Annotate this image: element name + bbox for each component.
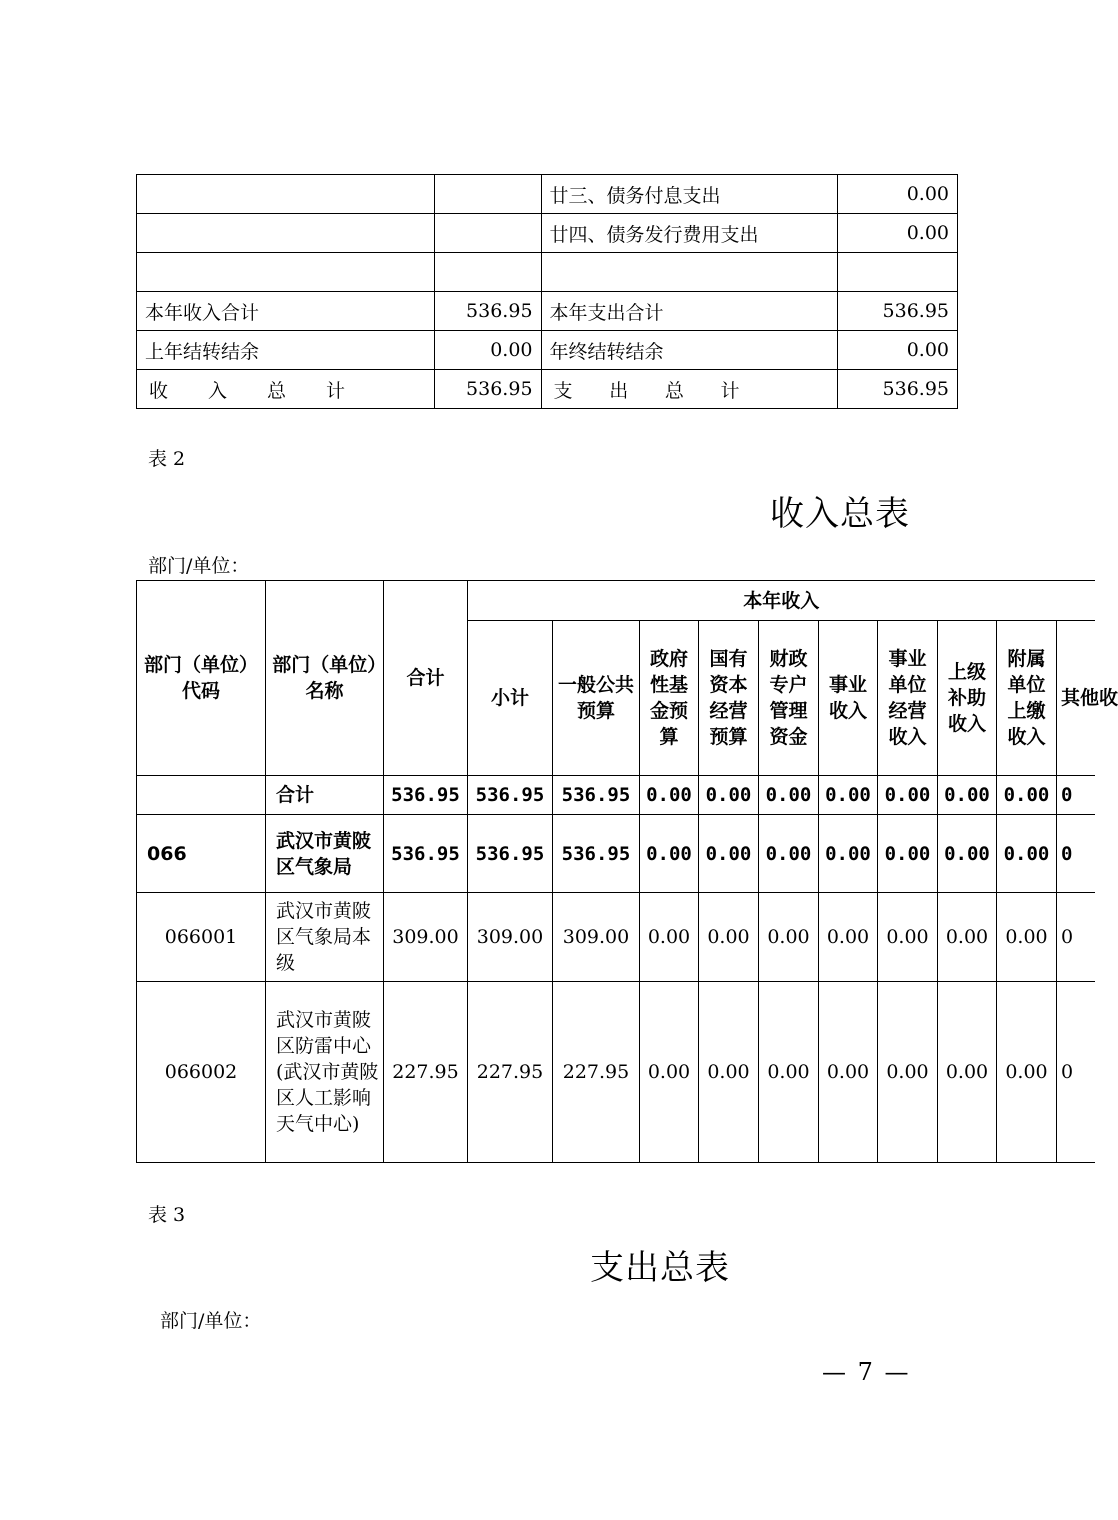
table-row [137,331,958,370]
table-row [137,292,958,331]
income-total-char: 收 [149,379,169,402]
expense-total-char: 支 [553,379,573,402]
table-total-row [137,370,958,409]
income-total-table [136,580,1118,1163]
row-value: 536.95 [468,776,553,815]
income-label-cell: 本年收入合计 [137,292,435,331]
row-value: 0.00 [819,893,878,982]
table-row [137,253,958,292]
income-value-cell [434,253,541,292]
row-value: 536.95 [553,776,640,815]
table-row [137,214,958,253]
row-value: 0.00 [878,893,938,982]
header-other-income-cut: 其他收 [1057,621,1095,776]
row-value: 0.00 [819,982,878,1163]
header-business-income: 事业收入 [819,621,878,776]
expense-total-char: 计 [720,379,740,402]
income-total-char: 入 [207,379,227,402]
row-value: 0.00 [699,776,759,815]
income-total-char: 计 [325,379,345,402]
expense-label-cell: 本年支出合计 [541,292,838,331]
row-value: 0.00 [938,815,997,893]
income-value-cell: 536.95 [434,292,541,331]
row-value: 0.00 [819,776,878,815]
row-value: 0.00 [759,815,819,893]
expense-label-cell [541,253,838,292]
row-value: 227.95 [553,982,640,1163]
table-row [137,815,1095,893]
table-row [137,893,1095,982]
header-affiliated-remittance: 附属单位上缴收入 [997,621,1057,776]
header-total: 合计 [384,581,468,776]
row-value: 309.00 [553,893,640,982]
row-value: 0.00 [997,815,1057,893]
row-value: 0.00 [997,982,1057,1163]
income-total-char: 总 [266,379,286,402]
income-label-cell [137,253,435,292]
income-expense-summary-table [136,174,958,409]
income-label-cell [137,214,435,253]
row-code: 066 [137,815,266,893]
income-value-cell [434,214,541,253]
expense-label-cell: 廿三、债务付息支出 [541,175,838,214]
page-number: — 7 — [822,1358,911,1386]
header-general-budget: 一般公共预算 [553,621,640,776]
row-value: 0.00 [759,776,819,815]
income-label-cell [137,175,435,214]
table3-caption: 表 3 [148,1204,186,1226]
row-value-cut: 0 [1057,815,1095,893]
row-value: 0.00 [640,893,699,982]
row-name: 武汉市黄陂区防雷中心(武汉市黄陂区人工影响天气中心) [266,982,384,1163]
row-value: 227.95 [384,982,468,1163]
table-row [137,982,1095,1163]
header-special-account-funds: 财政专户管理资金 [759,621,819,776]
income-value-cell: 0.00 [434,331,541,370]
row-value: 0.00 [759,982,819,1163]
header-current-year-income: 本年收入 [468,581,1095,621]
row-value: 0.00 [640,815,699,893]
row-value: 0.00 [699,815,759,893]
row-value: 0.00 [997,893,1057,982]
header-dept-name: 部门（单位）名称 [266,581,384,776]
table3-title: 支出总表 [590,1248,730,1288]
row-value: 0.00 [878,982,938,1163]
expense-label-cell: 年终结转结余 [541,331,838,370]
row-value: 227.95 [468,982,553,1163]
row-value: 536.95 [384,815,468,893]
expense-label-cell: 廿四、债务发行费用支出 [541,214,838,253]
expense-total-value: 536.95 [838,370,958,409]
expense-total-char: 总 [664,379,684,402]
expense-total-char: 出 [609,379,629,402]
table-row [137,776,1095,815]
row-value: 0.00 [699,982,759,1163]
expense-value-cell: 0.00 [838,214,958,253]
table2-dept-label: 部门/单位： [148,555,250,577]
row-code [137,776,266,815]
row-value-cut: 0 [1057,893,1095,982]
row-value: 0.00 [938,776,997,815]
row-value: 0.00 [759,893,819,982]
row-value: 0.00 [819,815,878,893]
row-code: 066001 [137,893,266,982]
row-value: 0.00 [878,776,938,815]
row-value: 536.95 [553,815,640,893]
row-value-cut: 0 [1057,776,1095,815]
header-superior-subsidy: 上级补助收入 [938,621,997,776]
table2-caption: 表 2 [148,448,186,470]
row-name: 武汉市黄陂区气象局本级 [266,893,384,982]
expense-value-cell [838,253,958,292]
row-value: 536.95 [384,776,468,815]
header-gov-fund-budget: 政府性基金预算 [640,621,699,776]
row-value: 0.00 [938,893,997,982]
table-row [137,175,958,214]
expense-value-cell: 0.00 [838,331,958,370]
income-total-label [137,370,435,409]
row-code: 066002 [137,982,266,1163]
row-value: 0.00 [640,982,699,1163]
income-total-value: 536.95 [434,370,541,409]
row-value: 0.00 [640,776,699,815]
header-operating-income: 事业单位经营收入 [878,621,938,776]
row-value-cut: 0 [1057,982,1095,1163]
expense-total-label [541,370,838,409]
header-state-capital-budget: 国有资本经营预算 [699,621,759,776]
row-value: 309.00 [468,893,553,982]
row-name: 武汉市黄陂区气象局 [266,815,384,893]
header-dept-code: 部门（单位）代码 [137,581,266,776]
row-value: 309.00 [384,893,468,982]
income-label-cell: 上年结转结余 [137,331,435,370]
expense-value-cell: 536.95 [838,292,958,331]
header-subtotal: 小计 [468,621,553,776]
row-value: 536.95 [468,815,553,893]
table3-dept-label: 部门/单位： [160,1310,262,1332]
row-value: 0.00 [699,893,759,982]
row-value: 0.00 [878,815,938,893]
income-value-cell [434,175,541,214]
row-value: 0.00 [938,982,997,1163]
row-value: 0.00 [997,776,1057,815]
expense-value-cell: 0.00 [838,175,958,214]
table2-title: 收入总表 [770,494,910,534]
row-name: 合计 [266,776,384,815]
